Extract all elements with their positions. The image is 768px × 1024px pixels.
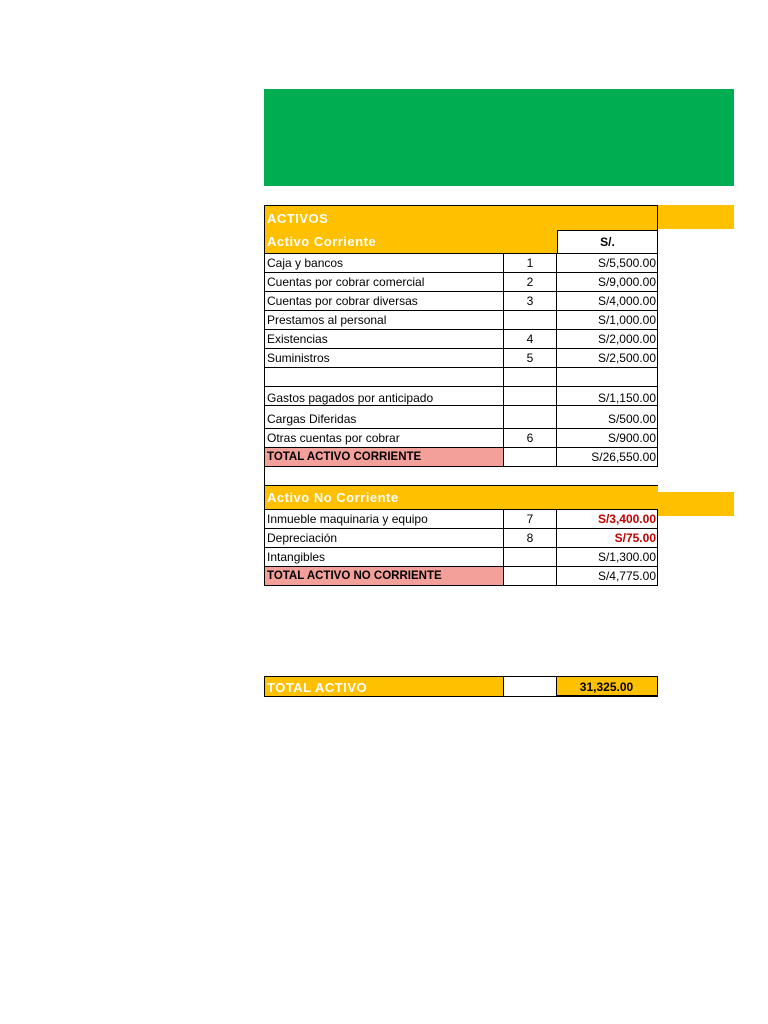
total-corriente-label: TOTAL ACTIVO CORRIENTE [264,448,504,467]
total-activo-amount: 31,325.00 [557,676,658,697]
row-note: 2 [504,273,557,292]
table-row [264,349,658,368]
total-corriente-amount: S/26,550.00 [557,448,658,467]
row-note: 4 [504,330,557,349]
table-row [264,510,658,529]
row-note: 3 [504,292,557,311]
activos-title: ACTIVOS [264,205,658,230]
row-amount: S/900.00 [557,429,658,448]
row-amount: S/500.00 [557,406,658,429]
row-label [264,368,504,387]
table-row [264,406,658,429]
row-amount: S/2,500.00 [557,349,658,368]
activos-header-row [264,205,658,230]
total-no-corriente-note [504,567,557,586]
table-row [264,387,658,406]
total-no-corriente-row [264,567,658,586]
row-label: Intangibles [264,548,504,567]
row-note [504,387,557,406]
activo-corriente-rows [264,254,658,448]
row-note [504,311,557,330]
balance-sheet [264,205,658,586]
table-row [264,292,658,311]
row-note [504,406,557,429]
table-row [264,548,658,567]
table-row [264,273,658,292]
row-amount: S/75.00 [557,529,658,548]
row-note: 8 [504,529,557,548]
row-label: Suministros [264,349,504,368]
table-row [264,368,658,387]
row-note [504,368,557,387]
row-label: Prestamos al personal [264,311,504,330]
total-activo-row [264,676,658,697]
row-label: Inmueble maquinaria y equipo [264,510,504,529]
table-row [264,311,658,330]
total-no-corriente-label: TOTAL ACTIVO NO CORRIENTE [264,567,504,586]
total-activo-label: TOTAL ACTIVO [264,676,504,697]
row-label: Caja y bancos [264,254,504,273]
row-label: Cargas Diferidas [264,406,504,429]
activos-header-extension [657,205,734,229]
total-corriente-note [504,448,557,467]
table-row [264,254,658,273]
row-label: Existencias [264,330,504,349]
row-amount: S/3,400.00 [557,510,658,529]
row-amount: S/4,000.00 [557,292,658,311]
total-activo-note [504,676,557,697]
spacer-row [264,467,658,486]
activo-no-corriente-header-row [264,486,658,510]
row-note: 1 [504,254,557,273]
row-label: Cuentas por cobrar comercial [264,273,504,292]
activo-no-corriente-title: Activo No Corriente [264,486,658,510]
currency-header: S/. [557,230,658,254]
table-row [264,330,658,349]
row-amount: S/9,000.00 [557,273,658,292]
no-corriente-header-extension [657,492,734,516]
activo-corriente-header-row [264,230,658,254]
spacer-cell [264,467,658,486]
activo-corriente-title: Activo Corriente [264,230,557,254]
row-note: 7 [504,510,557,529]
row-note: 6 [504,429,557,448]
row-label: Gastos pagados por anticipado [264,387,504,406]
row-label: Otras cuentas por cobrar [264,429,504,448]
activo-no-corriente-rows [264,510,658,567]
row-note: 5 [504,349,557,368]
total-no-corriente-amount: S/4,775.00 [557,567,658,586]
row-note [504,548,557,567]
row-label: Cuentas por cobrar diversas [264,292,504,311]
green-header-banner [264,89,734,186]
row-amount: S/1,000.00 [557,311,658,330]
table-row [264,429,658,448]
total-corriente-row [264,448,658,467]
row-amount: S/5,500.00 [557,254,658,273]
row-amount: S/1,300.00 [557,548,658,567]
table-row [264,529,658,548]
row-amount: S/1,150.00 [557,387,658,406]
row-label: Depreciación [264,529,504,548]
row-amount [557,368,658,387]
row-amount: S/2,000.00 [557,330,658,349]
